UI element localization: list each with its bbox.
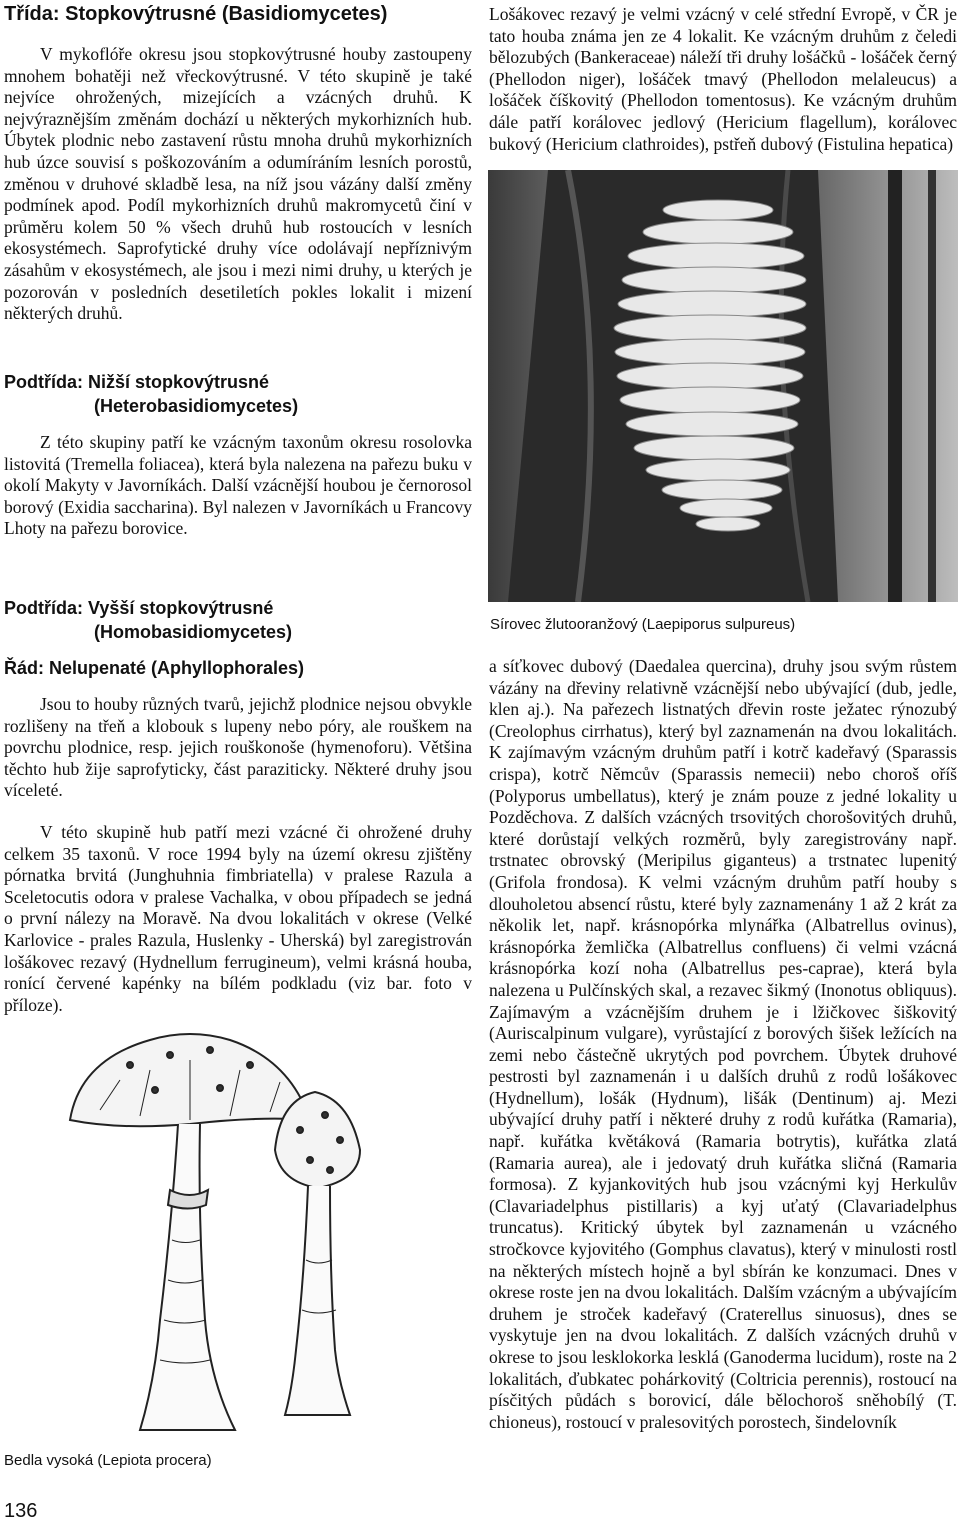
fungus-photo [488, 170, 958, 602]
subclass-1-paragraph: Z této skupiny patří ke vzácným taxonům okresu rosolovka listovitá (Tremella foliacea), která byla nalezena na pařezu buku v okolí Makyty v Javorníkách. Další vzácnější houbou je černorosol borový (Exidia saccharina). Byl nalezen v Javorníkách u Francovy Lhoty na pařezu borovice. [4, 432, 472, 539]
section-heading: Třída: Stopkovýtrusné (Basidiomycetes) [4, 3, 388, 25]
subclass-1-title: Podtřída: Nižší stopkovýtrusné (Heterobasidiomycetes) [4, 372, 299, 416]
mushroom-illustration [60, 1020, 420, 1440]
subclass-2-title: Podtřída: Vyšší stopkovýtrusné (Homobasidiomycetes) [4, 598, 293, 642]
illustration-caption: Bedla vysoká (Lepiota procera) [4, 1452, 212, 1469]
order-title: Řád: Nelupenaté (Aphyllophorales) [4, 658, 305, 678]
order-paragraph-1: Jsou to houby různých tvarů, jejichž plodnice nejsou obvykle rozlišeny na třeň a klobouk s lupeny nebo póry, ale rouškem na povrchu plodnice, resp. jejich rouškonoše (hymenoforu). Většina těchto hub žije saprofyticky, část paraziticky. Některé druhy jsou víceleté. [4, 694, 472, 801]
page-number: 136 [4, 1500, 38, 1522]
right-bottom-paragraph: a síťkovec dubový (Daedalea quercina), druhy jsou svým růstem vázány na dřeviny relativně vzácnější nebo ubývající (dub, jedle, klen aj.). Na pařezech listnatých dřevin roste ježatec rýnozubý (Creolophus cirrhatus), který byl zaznamenán na dvou lokalitách. K zajímavým vzácným druhům patří i kotrč kadeřavý (Sparassis crispa), kotrč Němcův (Sparassis nemecii) nebo choroš oříš (Polyporus umbellatus), který je znám pouze z jedné lokality u Pozděchova. Z dalších vzácných trsovitých chorošovitých druhů, které dorůstají velkých rozměrů, byly zaregistrovány např. trstnatec obrovský (Meripilus giganteus) a trstnatec lupenitý (Grifola frondosa). K velmi vzácným druhům patří houby s dlouholetou absencí růstu, které byly zaznamenány 1 až 2 krát za několik let, např. krásnopórka mlynářka (Albatrellus ovinus), krásnopórka žemlička (Albatrellus confluens) či velmi vzácná krásnopórka kozí noha (Albatrellus pes-caprae), která byla nalezena u Pulčínských skal, a rezavec šikmý (Inonotus obliquus). Zajímavým a vzácnějším druhem je i lžičkovec šiškovitý (Auriscalpinum vulgare), vyrůstající z borových šišek ležících na zemi nebo částečně ukrytých pod povrchem. Úbytek druhové pestrosti byl zaznamenán i u dalších druhů z rodů lošákovec (Hydnellum), lošák (Hydnum), lišák (Dentinum) aj. Mezi ubývající druhy patří i některé druhy z rodů kuřátka (Ramaria), např. kuřátka květáková (Ramaria botrytis), kuřátka zlatá (Ramaria aurea), ale i jedovatý druh kuřátka sličná (Ramaria formosa). Z kyjankovitých hub jsou vzácnými kyj Herkulův (Clavariadelphus pistillaris) a kyj uťatý (Clavariadelphus truncatus). Kritický úbytek byl zaznamenán u vzácného stročkovce kyjovitého (Gomphus clavatus), který v minulosti rostl na některých místech hojně a byl sbírán ke konzumaci. Dnes v okrese roste jen na dvou lokalitách. Dalším vzácným a ubývajícím druhem je stroček kadeřavý (Craterellus sinuosus), dnes se vyskytuje jen na dvou lokalitách. Z dalších vzácných druhů v okrese to jsou lesklokorka lesklá (Ganoderma lucidum), roste na 2 lokalitách, ďubkatec pohárkovitý (Coltricia perennis), rostoucí na písčitých půdách s borovicí, dále bělochoroš sněhobílý (T. chioneus), rostoucí v pralesovitých porostech, šindelovník [489, 656, 957, 1432]
intro-paragraph: V mykoflóře okresu jsou stopkovýtrusné houby zastoupeny mnohem bohatěji než vřeckovýtrusné. V této skupině je také nejvíce ohrožených, mizejících a vzácných druhů. K nejvýraznějším změnám dochází u některých mykorhizních hub. Úbytek plodnic nebo zastavení růstu mnoha druhů mykorhizních hub úzce souvisí s poškozováním a odumíráním lesních porostů, změnou v druhové skladbě lesa, na níž jsou vázány další změny podmínek apod. Podíl mykorhizních druhů makromycetů činí v průměru kolem 50 % všech druhů hub rostoucích v lesních ekosystémech. Saprofytické druhy více odolávají nepříznivým zásahům v ekosystémech, ale jsou i mezi nimi druhy, u kterých je pozorován v posledních desetiletích pokles lokalit i mizení některých druhů. [4, 44, 472, 324]
order-paragraph-2: V této skupině hub patří mezi vzácné či ohrožené druhy celkem 35 taxonů. V roce 1994 byly na území okresu zjištěny pórnatka brvitá (Junghuhnia fimbriatella) v pralese Razula a Sceletocutis odora v pralese Vachalka, v obou případech se jedná o první nálezy na Moravě. Na dvou lokalitách v okrese (Velké Karlovice - prales Razula, Huslenky - Uherská) byl zaregistrován lošákovec rezavý (Hydnellum ferrugineum), velmi krásná houba, ronící červené kapénky na bílém podkladu (viz bar. foto v příloze). [4, 822, 472, 1015]
photo-caption: Sírovec žlutooranžový (Laepiporus sulpureus) [490, 616, 796, 633]
right-top-paragraph: Lošákovec rezavý je velmi vzácný v celé střední Evropě, v ČR je tato houba známa jen ze 4 lokalit. Ke vzácným druhům z čeledi bělozubých (Bankeraceae) náleží tři druhy lošáčků - lošáček černý (Phellodon niger), lošáček tmavý (Phellodon melaleucus) a lošáček číškovitý (Phellodon tomentosus). Ke vzácným druhům dále patří korálovec jedlový (Hericium flagellum), korálovec bukový (Hericium clathroides), pstřeň dubový (Fistulina hepatica) [489, 4, 957, 154]
